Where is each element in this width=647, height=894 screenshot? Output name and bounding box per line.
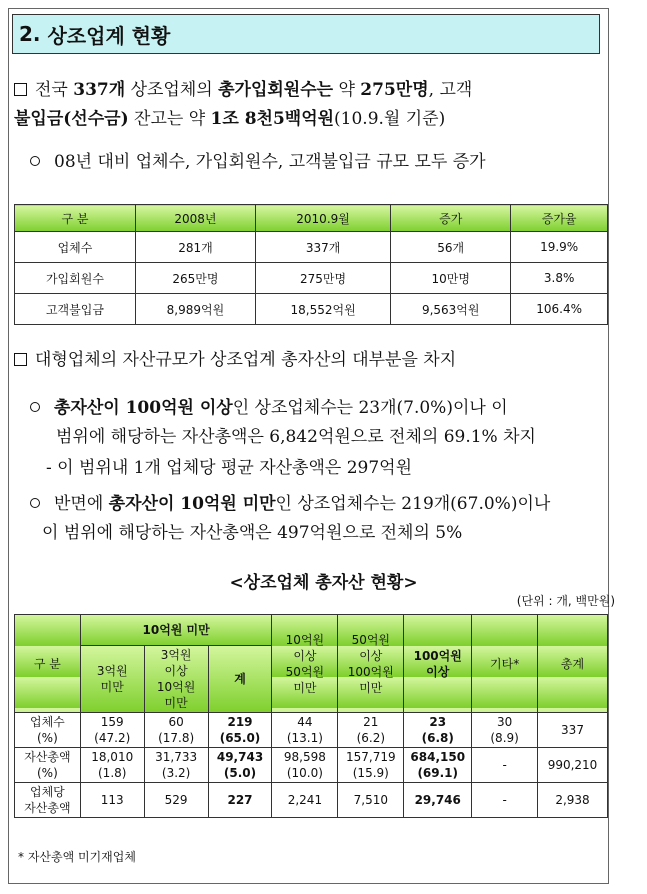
table-cell <box>80 748 144 783</box>
text: 총자산이 100억원 이상 <box>54 398 233 418</box>
text: 미만 <box>100 680 124 694</box>
text: 이상 <box>426 664 450 679</box>
header-cell: 총계 <box>538 615 608 713</box>
circle-bullet-icon <box>30 498 40 508</box>
table-title: <상조업체 총자산 현황> <box>229 573 418 593</box>
table-cell <box>404 713 472 748</box>
table-cell: 113 <box>80 783 144 818</box>
table-cell <box>272 713 338 748</box>
text: (1.8) <box>98 766 127 780</box>
circle-bullet-icon <box>30 156 40 166</box>
asset-table <box>14 614 608 818</box>
text: 30 <box>496 715 513 729</box>
table-cell: - <box>472 748 538 783</box>
text: 약 <box>333 80 361 100</box>
table-cell: 18,552억원 <box>255 294 390 325</box>
table-cell: 19.9% <box>511 232 608 263</box>
header-cell <box>404 615 472 713</box>
text: 18,010 <box>91 750 134 764</box>
text: 전국 <box>35 80 74 100</box>
text: 이상 <box>164 664 188 678</box>
text: (17.8) <box>158 731 195 745</box>
table-row <box>15 263 608 294</box>
table-cell: 265만명 <box>135 263 255 294</box>
text: (10.9.월 기준) <box>334 109 446 129</box>
bullet-1 <box>14 76 608 134</box>
header-cell: 증가 <box>391 205 511 232</box>
text: 인 상조업체수는 23개(7.0%)이나 이 <box>232 398 508 418</box>
text: 31,733 <box>155 750 198 764</box>
table-cell <box>208 748 272 783</box>
table-cell <box>80 713 144 748</box>
text: (15.9) <box>352 766 389 780</box>
text: 100억원 <box>347 664 394 679</box>
text: 잔고는 약 <box>128 109 211 129</box>
section-header <box>12 14 600 54</box>
text: 157,719 <box>345 750 396 764</box>
text: 1조 8천5백억원 <box>210 109 335 129</box>
text: (65.0) <box>219 731 261 745</box>
text: (10.0) <box>286 766 323 780</box>
text: 이 범위에 해당하는 자산총액은 497억원으로 전체의 5% <box>42 523 463 543</box>
table-cell: 8,989억원 <box>135 294 255 325</box>
text: (3.2) <box>161 766 191 780</box>
text: 자산총액 <box>24 801 71 815</box>
text: 업체당 <box>30 785 65 799</box>
section-title: 상조업계 현황 <box>47 23 171 48</box>
header-cell: 2010.9월 <box>255 205 390 232</box>
table-cell: 337 <box>538 713 608 748</box>
table-cell: 2,938 <box>538 783 608 818</box>
text: 60 <box>168 715 184 729</box>
table-cell: 281개 <box>135 232 255 263</box>
dash-item <box>14 454 608 483</box>
text: 상조업체의 <box>125 80 219 100</box>
text: - 이 범위내 1개 업체당 평균 자산총액은 297억원 <box>46 458 413 478</box>
text: 반면에 <box>54 494 109 514</box>
row-label <box>15 713 81 748</box>
square-bullet-icon <box>14 353 27 366</box>
text: 100억원 <box>413 648 462 663</box>
header-cell <box>338 615 404 713</box>
text: 44 <box>297 715 313 729</box>
text: 337개 <box>73 80 126 100</box>
header-cell: 구 분 <box>15 205 136 232</box>
table-cell: 529 <box>144 783 208 818</box>
header-cell <box>272 615 338 713</box>
table-cell: 2,241 <box>272 783 338 818</box>
text: (13.1) <box>286 731 323 745</box>
table-cell <box>144 748 208 783</box>
square-bullet-icon <box>14 83 27 96</box>
table-cell <box>338 748 404 783</box>
table-row <box>15 713 608 748</box>
text: (%) <box>37 731 58 745</box>
text: 50억원 <box>285 664 325 679</box>
header-cell: 10억원 미만 <box>80 615 272 646</box>
text: 23 <box>429 715 447 729</box>
row-label <box>15 783 81 818</box>
table-cell: 7,510 <box>338 783 404 818</box>
table-cell: - <box>472 783 538 818</box>
stats-table <box>14 204 608 325</box>
table-cell: 56개 <box>391 232 511 263</box>
text: 업체수 <box>30 715 65 729</box>
table-cell: 29,746 <box>404 783 472 818</box>
table-cell: 가입회원수 <box>15 263 136 294</box>
unit-note: (단위 : 개, 백만원) <box>516 594 615 608</box>
table-cell: 고객불입금 <box>15 294 136 325</box>
text: 총가입회원수는 <box>218 80 334 100</box>
text: (47.2) <box>94 731 131 745</box>
text: 이상 <box>359 648 383 663</box>
table-cell <box>208 713 272 748</box>
circle-bullet-icon <box>30 402 40 412</box>
text: 219 <box>227 715 253 729</box>
table-cell: 9,563억원 <box>391 294 511 325</box>
table-cell: 업체수 <box>15 232 136 263</box>
text: (69.1) <box>417 766 459 780</box>
text: 3억원 <box>96 664 128 678</box>
text: (%) <box>37 766 58 780</box>
sub-bullet-3 <box>14 490 608 548</box>
text: 21 <box>363 715 379 729</box>
text: (5.0) <box>223 766 257 780</box>
text: 275만명 <box>360 80 429 100</box>
text: 10억원 <box>156 680 196 694</box>
header-cell <box>144 646 208 713</box>
table-cell <box>472 713 538 748</box>
text: 미만 <box>293 680 317 695</box>
text: (8.9) <box>490 731 519 745</box>
text: (6.2) <box>356 731 386 745</box>
footnote: * 자산총액 미기재업체 <box>18 850 136 864</box>
table-cell <box>272 748 338 783</box>
text: 08년 대비 업체수, 가입회원수, 고객불입금 규모 모두 증가 <box>54 152 486 172</box>
text: 98,598 <box>283 750 326 764</box>
text: 인 상조업체수는 219개(67.0%)이나 <box>275 494 551 514</box>
header-cell: 기타* <box>472 615 538 713</box>
text: (6.8) <box>421 731 454 745</box>
text: 불입금(선수금) <box>14 109 129 129</box>
text: 이상 <box>293 648 317 663</box>
sub-bullet-2 <box>14 394 608 452</box>
table-cell: 106.4% <box>511 294 608 325</box>
text: 미만 <box>164 696 188 710</box>
header-cell: 2008년 <box>135 205 255 232</box>
table-cell <box>144 713 208 748</box>
table-row <box>15 294 608 325</box>
table-row <box>15 232 608 263</box>
text: 50억원 <box>351 632 391 647</box>
header-cell <box>80 646 144 713</box>
text: 미만 <box>359 680 383 695</box>
header-cell: 계 <box>208 646 272 713</box>
text: 범위에 해당하는 자산총액은 6,842억원으로 전체의 69.1% 차지 <box>56 427 536 447</box>
sub-bullet-1 <box>14 148 608 177</box>
header-cell: 증가율 <box>511 205 608 232</box>
table-cell <box>338 713 404 748</box>
text: 총자산이 10억원 미만 <box>108 494 276 514</box>
row-label <box>15 748 81 783</box>
table-cell: 3.8% <box>511 263 608 294</box>
text: 3억원 <box>160 648 192 662</box>
table-cell: 227 <box>208 783 272 818</box>
table-cell <box>404 748 472 783</box>
section-number: 2. <box>19 22 41 46</box>
table-row <box>15 748 608 783</box>
header-cell: 구 분 <box>15 615 81 713</box>
table-header-row <box>15 205 608 232</box>
text: 159 <box>100 715 124 729</box>
table-cell: 990,210 <box>538 748 608 783</box>
table-row <box>15 783 608 818</box>
table-header-row <box>15 615 608 646</box>
table-cell: 337개 <box>255 232 390 263</box>
text: , 고객 <box>428 80 473 100</box>
text: 자산총액 <box>24 750 71 764</box>
table-cell: 275만명 <box>255 263 390 294</box>
table-cell: 10만명 <box>391 263 511 294</box>
text: 10억원 <box>285 632 325 647</box>
text: 대형업체의 자산규모가 상조업계 총자산의 대부분을 차지 <box>35 350 457 370</box>
text: 49,743 <box>216 750 264 764</box>
bullet-2 <box>14 346 608 375</box>
text: 684,150 <box>410 750 466 764</box>
